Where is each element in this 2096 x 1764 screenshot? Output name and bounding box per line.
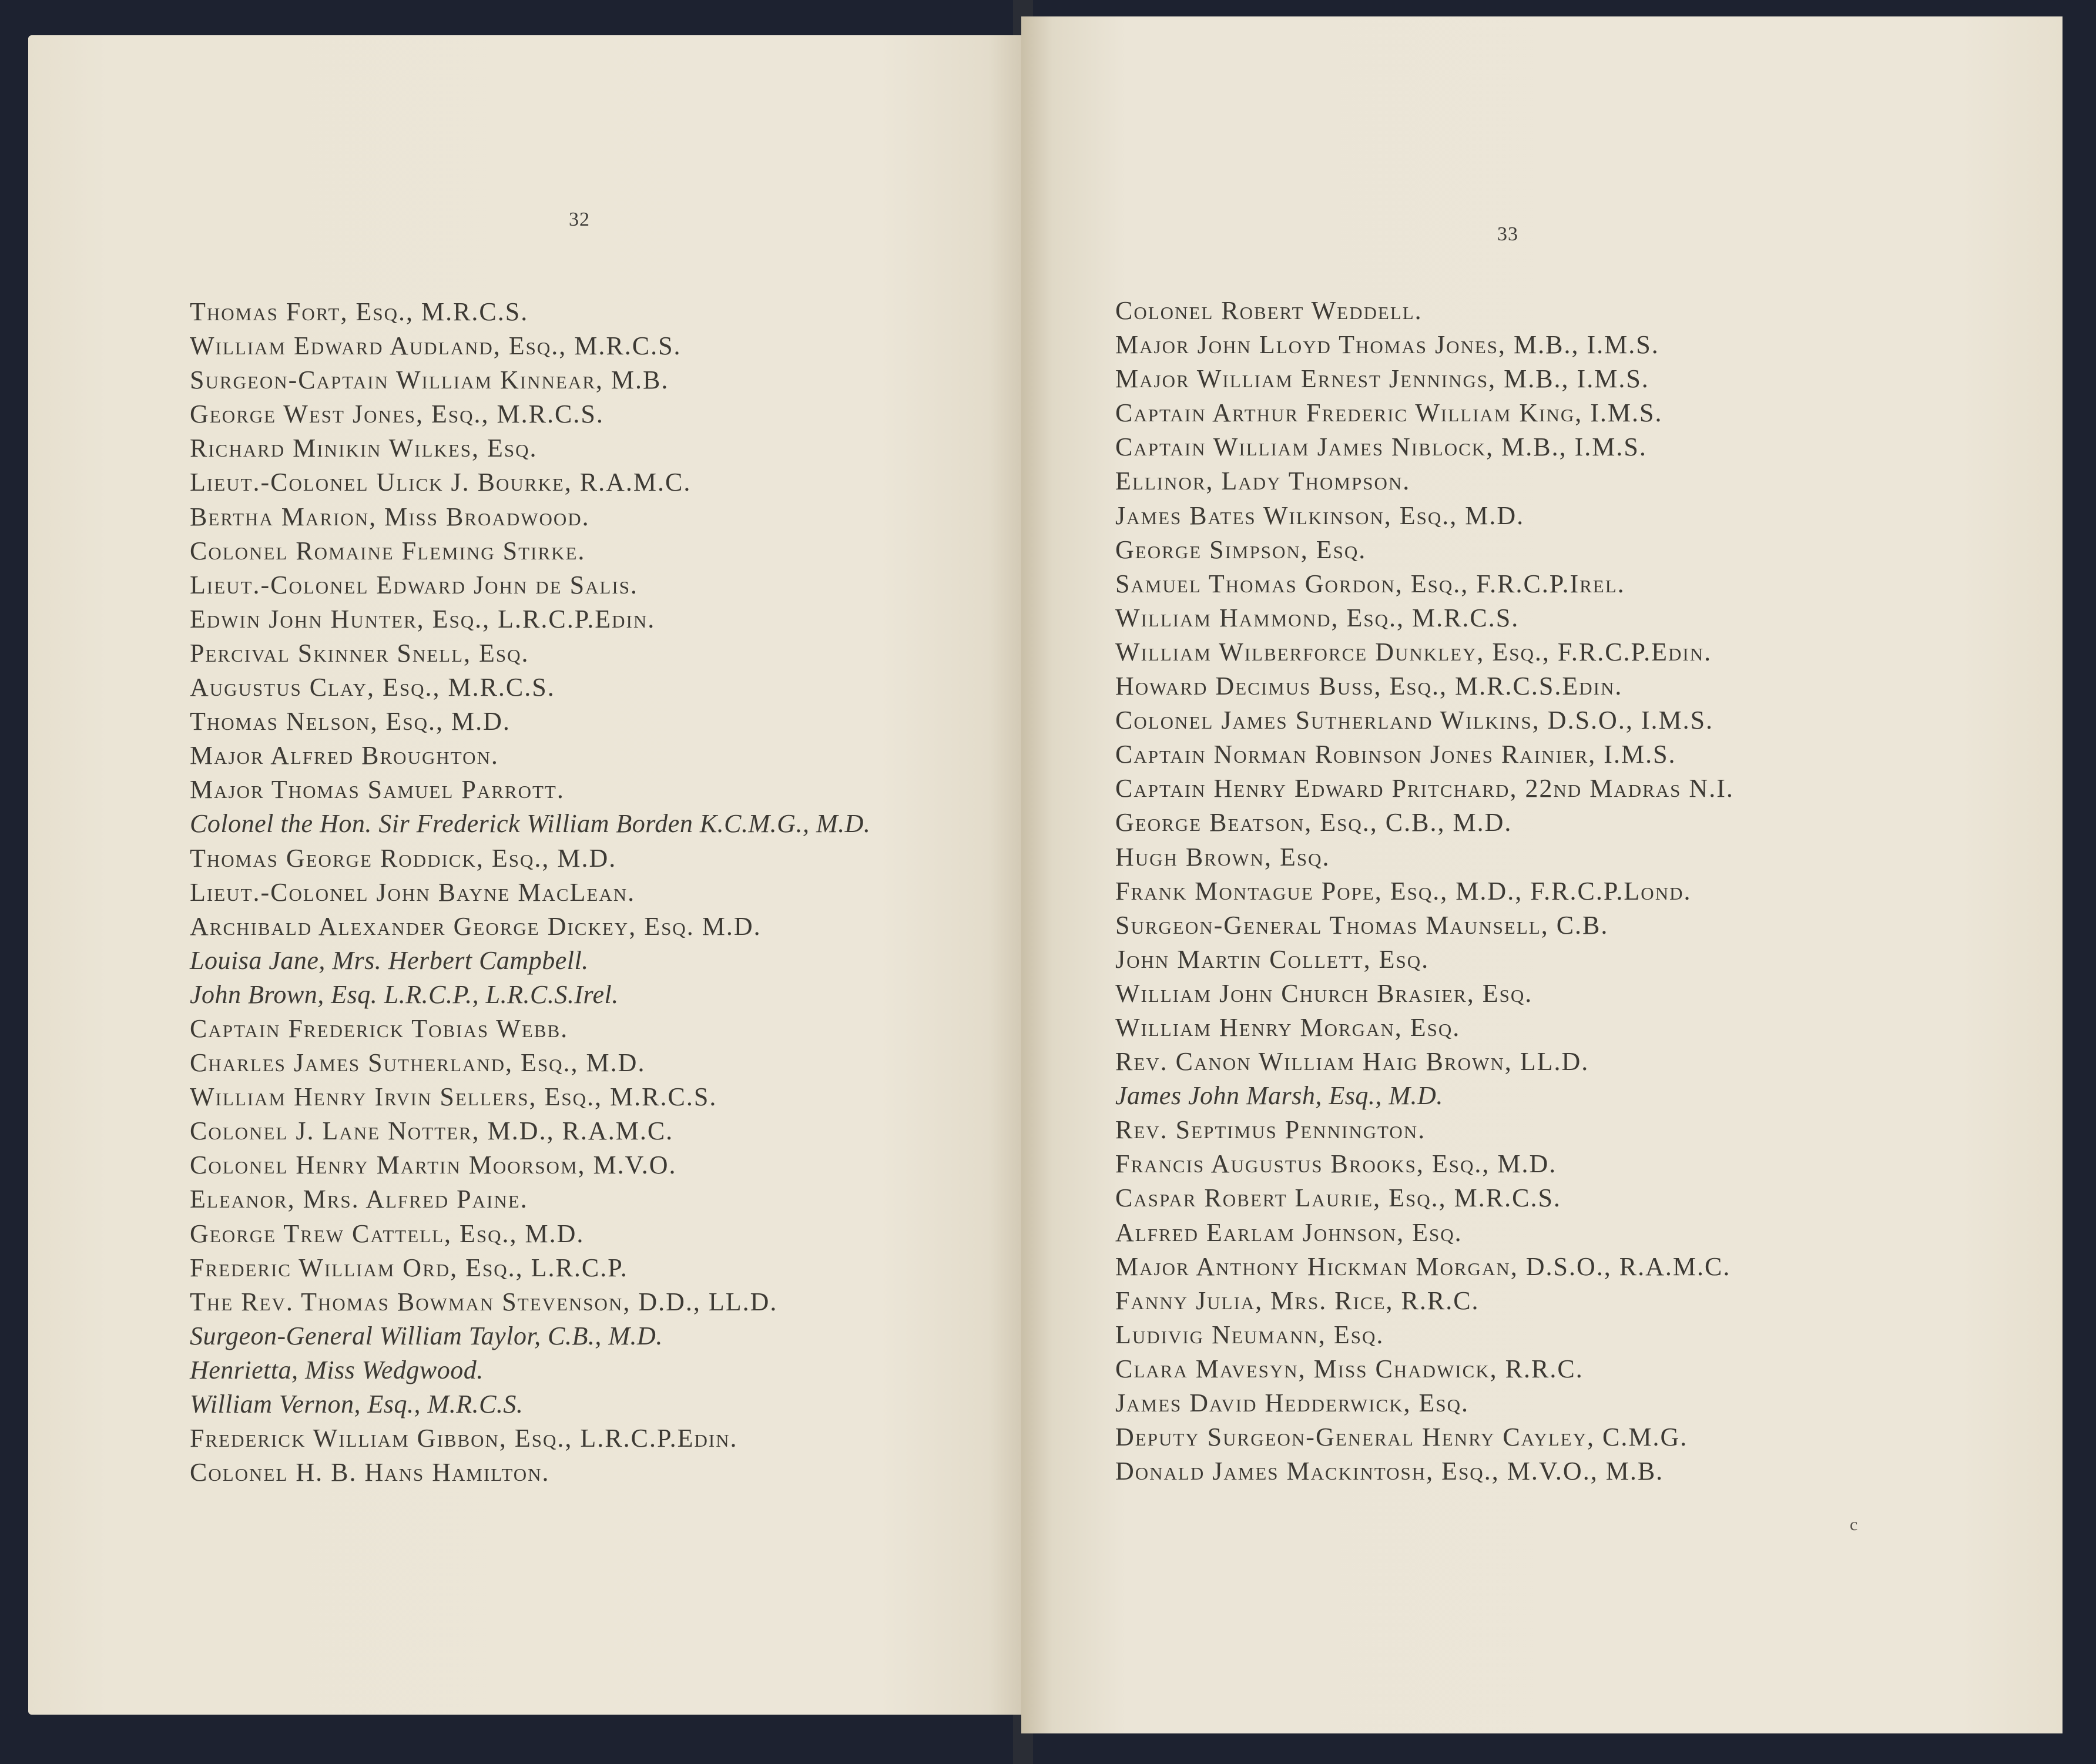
list-item: Lieut.-Colonel Ulick J. Bourke, R.A.M.C. [190,468,692,497]
list-item: Lieut.-Colonel John Bayne MacLean. [190,877,636,907]
list-item: Percival Skinner Snell, Esq. [190,638,529,668]
list-item: George Beatson, Esq., C.B., M.D. [1115,808,1513,837]
list-item: Surgeon-General Thomas Maunsell, C.B. [1115,910,1609,940]
list-item: Fanny Julia, Mrs. Rice, R.R.C. [1115,1286,1480,1315]
list-item: Lieut.-Colonel Edward John de Salis. [190,570,638,599]
list-item: Samuel Thomas Gordon, Esq., F.R.C.P.Irel. [1115,569,1625,598]
list-item: George Simpson, Esq. [1115,535,1367,564]
list-item: William Wilberforce Dunkley, Esq., F.R.C.P.Edin. [1115,637,1712,666]
list-item: Howard Decimus Buss, Esq., M.R.C.S.Edin. [1115,672,1623,701]
list-item: Major Thomas Samuel Parrott. [190,775,565,804]
list-item: Colonel Romaine Fleming Stirke. [190,536,586,565]
list-item: Alfred Earlam Johnson, Esq. [1115,1218,1463,1247]
list-item: Rev. Septimus Pennington. [1115,1115,1426,1145]
list-item: Bertha Marion, Miss Broadwood. [190,502,590,531]
list-item: Rev. Canon William Haig Brown, LL.D. [1115,1047,1589,1076]
list-item: George Trew Cattell, Esq., M.D. [190,1219,585,1248]
list-item: Major William Ernest Jennings, M.B., I.M.S. [1115,364,1649,394]
page-number: 33 [1497,223,1518,245]
list-item: Henrietta, Miss Wedgwood. [190,1355,484,1384]
list-item: Captain Arthur Frederic William King, I.M.S. [1115,398,1663,428]
list-item: Thomas Fort, Esq., M.R.C.S. [190,297,529,326]
list-item: William John Church Brasier, Esq. [1115,978,1533,1008]
list-item: William Henry Irvin Sellers, Esq., M.R.C.S. [190,1082,717,1112]
list-item: Hugh Brown, Esq. [1115,842,1330,871]
list-item: Colonel J. Lane Notter, M.D., R.A.M.C. [190,1116,674,1146]
list-item: Francis Augustus Brooks, Esq., M.D. [1115,1149,1557,1179]
list-item: Ellinor, Lady Thompson. [1115,467,1411,496]
list-item: Charles James Sutherland, Esq., M.D. [190,1048,646,1078]
list-item: Colonel Robert Weddell. [1115,296,1423,325]
list-item: Louisa Jane, Mrs. Herbert Campbell. [190,945,589,975]
list-item: Surgeon-General William Taylor, C.B., M.D. [190,1321,663,1350]
subscriber-list [1115,294,1734,1488]
list-item: William Henry Morgan, Esq. [1115,1012,1461,1042]
list-item: Captain Frederick Tobias Webb. [190,1014,569,1043]
list-item: Colonel the Hon. Sir Frederick William Borden K.C.M.G., M.D. [190,809,871,839]
list-item: James David Hedderwick, Esq. [1115,1389,1470,1417]
list-item: George West Jones, Esq., M.R.C.S. [190,400,604,429]
list-item: Deputy Surgeon-General Henry Cayley, C.M.G. [1115,1423,1688,1452]
list-item: Frank Montague Pope, Esq., M.D., F.R.C.P.Lond. [1115,876,1692,906]
list-item: Thomas George Roddick, Esq., M.D. [190,843,617,873]
list-item: William Vernon, Esq., M.R.C.S. [190,1390,524,1418]
list-item: Archibald Alexander George Dickey, Esq. M.D. [190,911,762,941]
list-item: Colonel James Sutherland Wilkins, D.S.O., I.M.S. [1115,706,1714,735]
list-item: Major Anthony Hickman Morgan, D.S.O., R.A.M.C. [1115,1252,1731,1281]
list-item: Richard Minikin Wilkes, Esq. [190,434,538,463]
list-item: James Bates Wilkinson, Esq., M.D. [1115,501,1525,530]
right-page [1021,16,2063,1733]
list-item: Augustus Clay, Esq., M.R.C.S. [190,673,555,702]
list-item: Frederic William Ord, Esq., L.R.C.P. [190,1253,628,1282]
list-item: Frederick William Gibbon, Esq., L.R.C.P.Edin. [190,1424,738,1453]
list-item: John Martin Collett, Esq. [1115,944,1430,974]
list-item: William Edward Audland, Esq., M.R.C.S. [190,331,682,361]
list-item: Caspar Robert Laurie, Esq., M.R.C.S. [1115,1183,1561,1213]
list-item: Colonel H. B. Hans Hamilton. [190,1458,550,1487]
list-item: Thomas Nelson, Esq., M.D. [190,707,511,736]
list-item: Surgeon-Captain William Kinnear, M.B. [190,365,669,395]
subscriber-list [190,295,870,1490]
list-item: Major John Lloyd Thomas Jones, M.B., I.M.S. [1115,330,1659,360]
left-page [28,35,1028,1715]
list-item: James John Marsh, Esq., M.D. [1115,1081,1443,1111]
page-number: 32 [569,209,590,230]
list-item: William Hammond, Esq., M.R.C.S. [1115,603,1520,632]
list-item: Colonel Henry Martin Moorsom, M.V.O. [190,1151,677,1180]
list-item: John Brown, Esq. L.R.C.P., L.R.C.S.Irel. [190,980,619,1009]
list-item: Donald James Mackintosh, Esq., M.V.O., M.B. [1115,1457,1664,1486]
list-item: Captain Norman Robinson Jones Rainier, I.M.S. [1115,740,1676,769]
list-item: Clara Mavesyn, Miss Chadwick, R.R.C. [1115,1354,1584,1383]
list-item: Captain William James Niblock, M.B., I.M.S. [1115,432,1647,462]
list-item: Ludivig Neumann, Esq. [1115,1320,1384,1349]
list-item: The Rev. Thomas Bowman Stevenson, D.D., LL.D. [190,1287,778,1316]
list-item: Eleanor, Mrs. Alfred Paine. [190,1185,528,1214]
list-item: Edwin John Hunter, Esq., L.R.C.P.Edin. [190,604,656,633]
list-item: Major Alfred Broughton. [190,741,499,770]
list-item: Captain Henry Edward Pritchard, 22nd Madras N.I. [1115,774,1734,803]
signature-mark: c [1850,1515,1858,1534]
